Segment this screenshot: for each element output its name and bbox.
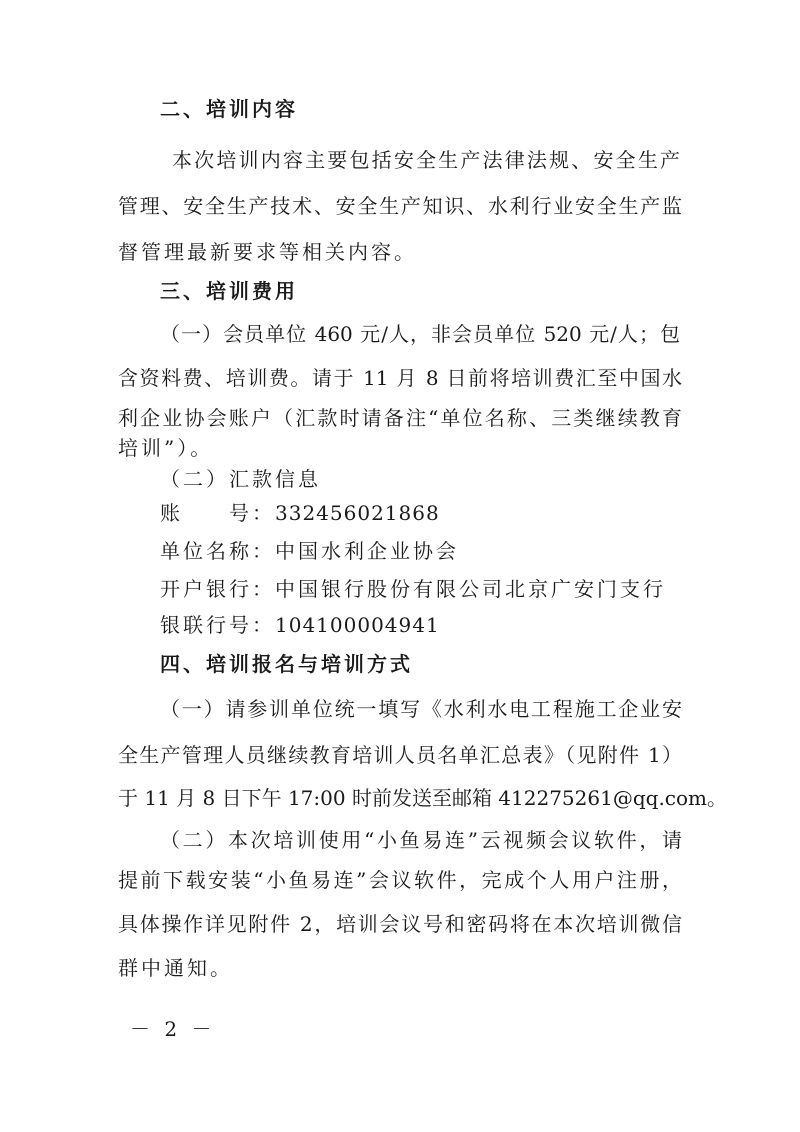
paragraph-line: （一）请参训单位统一填写《水利水电工程施工企业安 (160, 697, 682, 721)
paragraph-line: 督管理最新要求等相关内容。 (118, 240, 417, 264)
paragraph-line: 利企业协会账户（汇款时请备注“单位名称、三类继续教育 (118, 406, 682, 430)
union-number-value: 104100004941 (275, 613, 440, 637)
paragraph-line: 提前下载安装“小鱼易连”会议软件，完成个人用户注册， (118, 868, 682, 892)
paragraph-line: 群中通知。 (118, 956, 233, 980)
bank-row (160, 575, 666, 603)
paragraph-line: 具体操作详见附件 2，培训会议号和密码将在本次培训微信 (118, 912, 682, 936)
remittance-info-title: （二）汇款信息 (160, 467, 321, 491)
paragraph-line: 含资料费、培训费。请于 11 月 8 日前将培训费汇至中国水 (118, 366, 682, 390)
unit-name-row (160, 537, 459, 565)
bank-label: 开户银行： (160, 577, 275, 601)
section-heading-training-fees: 三、培训费用 (160, 279, 298, 303)
account-value: 332456021868 (275, 501, 440, 525)
union-number-label: 银联行号： (160, 613, 275, 637)
account-label: 账 号： (160, 501, 275, 525)
unit-name-value: 中国水利企业协会 (275, 539, 459, 563)
paragraph-line: （二）本次培训使用“小鱼易连”云视频会议软件，请 (160, 828, 682, 852)
account-row (160, 499, 440, 527)
paragraph-line: 全生产管理人员继续教育培训人员名单汇总表》（见附件 1） (118, 743, 682, 767)
union-number-row (160, 611, 440, 639)
section-heading-training-content: 二、培训内容 (160, 97, 298, 121)
paragraph-line: 本次培训内容主要包括安全生产法律法规、安全生产 (172, 148, 680, 172)
unit-name-label: 单位名称： (160, 539, 275, 563)
paragraph-line: 管理、安全生产技术、安全生产知识、水利行业安全生产监 (118, 194, 682, 218)
page-number: － 2 － (130, 1017, 216, 1041)
paragraph-line: 于 11 月 8 日下午 17:00 时前发送至邮箱 412275261@qq.com。 (118, 786, 728, 810)
bank-value: 中国银行股份有限公司北京广安门支行 (275, 577, 666, 601)
section-heading-registration: 四、培训报名与培训方式 (160, 652, 413, 676)
paragraph-line: （一）会员单位 460 元/人，非会员单位 520 元/人；包 (160, 322, 680, 346)
paragraph-line: 培训”）。 (118, 436, 214, 460)
